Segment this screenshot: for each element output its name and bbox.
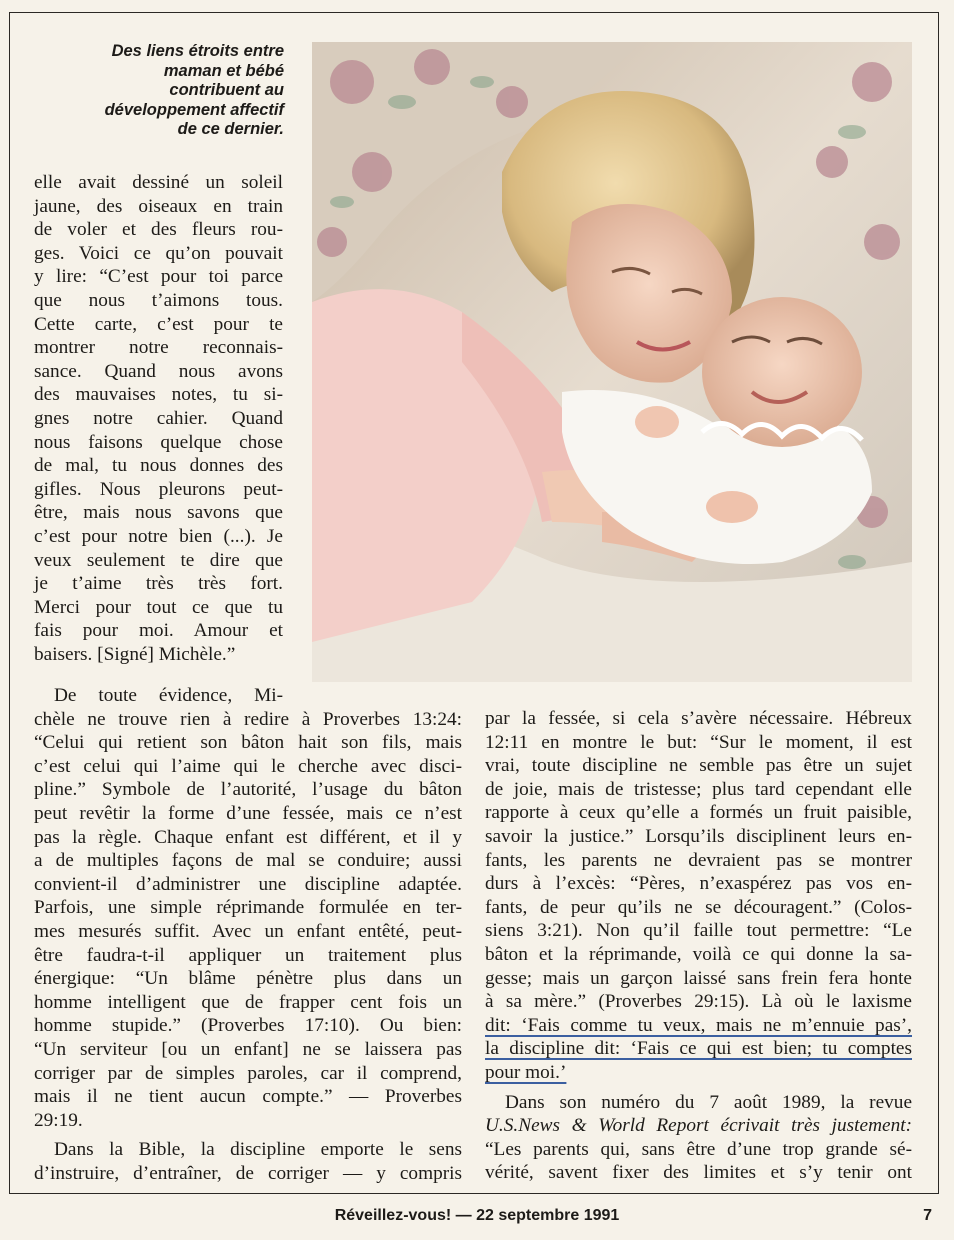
text-line: fants, de peur qu’ils ne se découragent.” (Colos- — [485, 896, 912, 918]
text-line: sance. Quand nous avons — [34, 360, 283, 382]
text-line: des mauvaises notes, tu si- — [34, 384, 283, 406]
text-line: elle avait dessiné un soleil — [34, 172, 283, 193]
text-line: à sa mère.” (Proverbes 29:15). Là où le laxisme — [485, 991, 912, 1013]
caption-line: développement affectif — [104, 100, 284, 119]
caption-line: Des liens étroits entre — [111, 42, 284, 60]
text-line: “Celui qui retient son bâton hait son fils, mais — [34, 732, 462, 754]
text-line: gnes notre cahier. Quand — [34, 407, 283, 429]
caption-line: contribuent au — [169, 81, 284, 99]
text-line: siens 3:21). Non qu’il faille tout permettre: “Le — [485, 920, 912, 942]
text-line: fants, les parents ne devraient pas se montrer — [485, 849, 912, 871]
text-line: 29:19. — [34, 1109, 83, 1131]
text-line: bâton et la réprimande, voilà ce qui donne la sa- — [485, 943, 912, 965]
text-line: 12:11 en montre le but: “Sur le moment, il est — [485, 731, 912, 753]
text-line: c’est pour notre bien (...). Je — [34, 525, 283, 547]
text-line: “Un serviteur [ou un enfant] ne se laissera pas — [34, 1038, 462, 1060]
text-line: nous faisons quelque chose — [34, 431, 283, 453]
text-line-underlined: la discipline dit: ‘Fais ce qui est bien; tu comptes — [485, 1038, 912, 1060]
text-line: être, mais nous savons que — [34, 502, 283, 524]
page-footer: Réveillez-vous! — 22 septembre 1991 — [334, 1207, 620, 1224]
photo-caption — [40, 42, 284, 140]
text-line: Merci pour tout ce que tu — [34, 596, 283, 618]
text-line: de voler et des fleurs rou- — [34, 219, 283, 241]
text-line: convient-il d’administrer une discipline adaptée. — [34, 873, 462, 895]
underlined-text: pour moi.’ — [485, 1061, 567, 1083]
text-line: savoir la justice.” Lorsqu’ils disciplinent leurs en- — [485, 825, 912, 847]
text-line: peut revêtir la forme d’une fessée, mais ce n’est — [34, 802, 462, 824]
text-line: homme intelligent que de frapper cent fois un — [34, 991, 462, 1013]
text-line-underlined — [485, 1061, 912, 1085]
caption-line: de ce dernier. — [177, 120, 284, 138]
text-line: je t’aime très très fort. — [34, 573, 283, 595]
page-number: 7 — [923, 1207, 932, 1224]
text-line: mes mesurés suffit. Avec un enfant entêté, peut- — [34, 920, 462, 942]
text-line: par la fessée, si cela s’avère nécessaire. Hébreux — [485, 708, 912, 729]
text-line-underlined: dit: ‘Fais comme tu veux, mais ne m’ennuie pas’, — [485, 1014, 912, 1036]
text-line: énergique: “Un blâme pénètre plus dans un — [34, 968, 462, 990]
text-line: “Les parents qui, sans être d’une trop grande sé- — [485, 1138, 912, 1160]
text-line: a de multiples façons de mal se conduire; aussi — [34, 850, 462, 872]
text-line: vérité, savent fixer des limites et s’y tenir ont — [485, 1162, 912, 1184]
text-line: y lire: “C’est pour toi parce — [34, 266, 283, 288]
text-line: d’instruire, d’entraîner, de corriger — y compris — [34, 1162, 462, 1184]
text-line: pas la règle. Chaque enfant est différent, et il y — [34, 826, 462, 848]
text-line: baisers. [Signé] Michèle.” — [34, 643, 236, 665]
text-line: Dans son numéro du 7 août 1989, la revue — [505, 1091, 912, 1113]
column-left-top — [34, 171, 283, 666]
text-line: mais il ne tient aucun compte.” — Proverbes — [34, 1086, 462, 1108]
text-line: c’est celui qui l’aime qui le cherche avec disci- — [34, 755, 462, 777]
text-line: jaune, des oiseaux en train — [34, 195, 283, 217]
text-line: Dans la Bible, la discipline emporte le sens — [54, 1139, 462, 1161]
text-line: de joie, mais de tristesse; plus tard cependant elle — [485, 778, 912, 800]
text-line: ges. Voici ce qu’on pouvait — [34, 242, 283, 264]
text-line: homme stupide.” (Proverbes 17:10). Ou bien: — [34, 1015, 462, 1037]
text-line: Cette carte, c’est pour te — [34, 313, 283, 335]
text-line: durs à l’excès: “Pères, n’exaspérez pas vos en- — [485, 873, 912, 895]
text-line: fais pour moi. Amour et — [34, 620, 283, 642]
text-line: rapporte à ceux qu’elle a formés un fruit paisible, — [485, 802, 912, 824]
text-line: montrer notre reconnais- — [34, 337, 283, 359]
text-line: vrai, toute discipline ne semble pas être un sujet — [485, 755, 912, 777]
text-line: gifles. Nous pleurons peut- — [34, 478, 283, 500]
text-line: corriger par de simples paroles, car il comprend, — [34, 1062, 462, 1084]
text-line: U.S.News & World Report écrivait très justement: — [485, 1115, 912, 1137]
caption-line: maman et bébé — [163, 61, 284, 80]
text-line: être faudra-t-il appliquer un traitement plus — [34, 944, 462, 966]
column-right — [485, 707, 912, 1185]
column-left-bottom — [34, 684, 462, 1185]
text-line: veux seulement te dire que — [34, 549, 283, 571]
text-line: que nous t’aimons tous. — [34, 289, 283, 311]
text-line: chèle ne trouve rien à redire à Proverbes 13:24: — [34, 708, 462, 730]
text-line: gesse; mais un garçon laissé sans frein fera honte — [485, 967, 912, 989]
text-line: Parfois, une simple réprimande formulée en ter- — [34, 897, 462, 919]
photo-illustration — [312, 42, 912, 682]
mother-and-baby-photo — [312, 42, 912, 682]
text-line: de mal, tu nous donnes des — [34, 455, 283, 477]
text-line: pline.” Symbole de l’autorité, l’usage du bâton — [34, 779, 462, 801]
text-line: De toute évidence, Mi- — [54, 685, 283, 706]
